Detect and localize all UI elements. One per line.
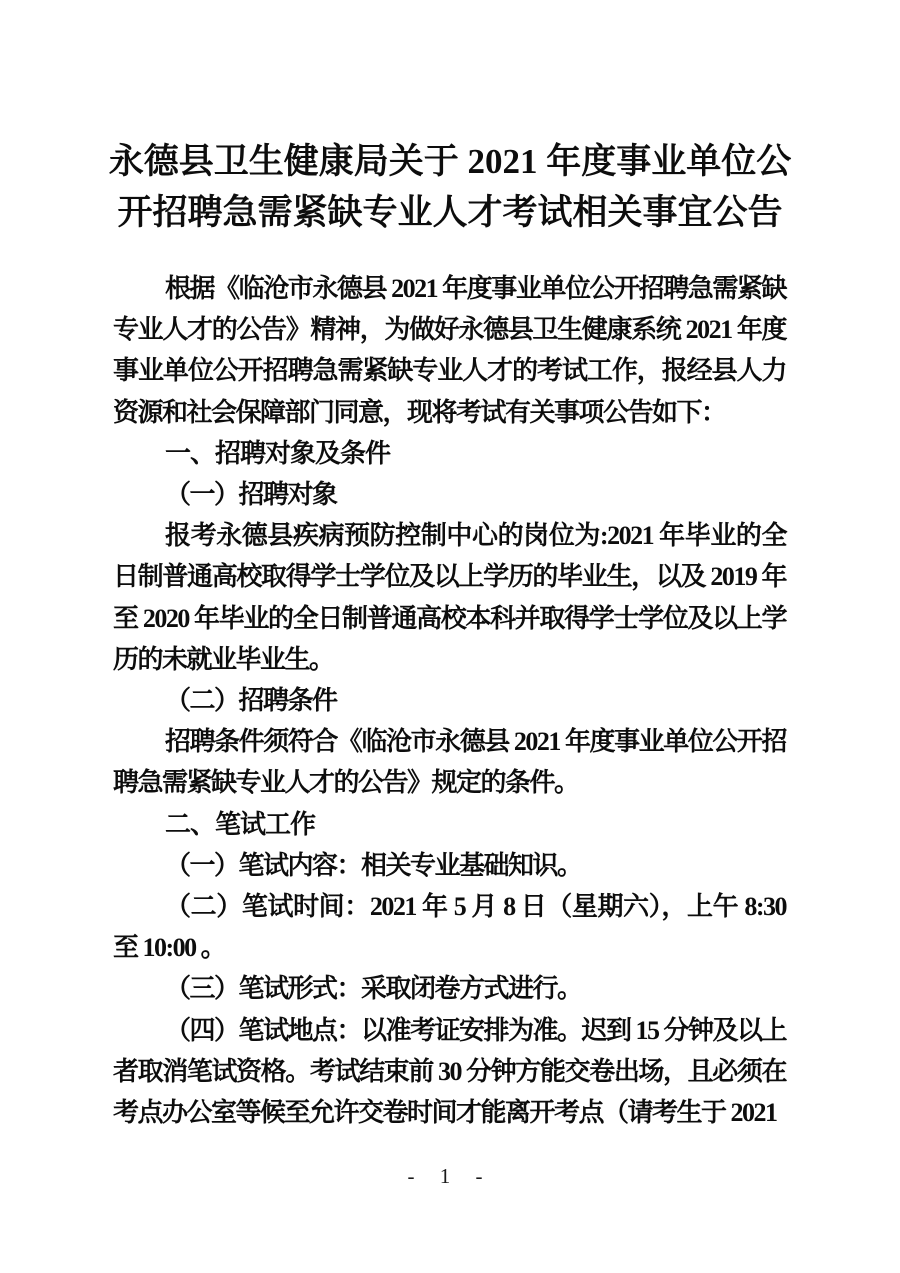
heading-recruit-target: （一）招聘对象 bbox=[165, 480, 337, 510]
title-line-1: 永德县卫生健康局关于 2021 年度事业单位公 bbox=[108, 142, 792, 181]
document-body bbox=[0, 238, 900, 1133]
paragraph-recruit-condition: 招聘条件须符合《临沧市永德县 2021 年度事业单位公开招聘急需紧缺专业人才的公告》规定的条件。 bbox=[113, 727, 786, 798]
page-number: - 1 - bbox=[407, 1164, 493, 1188]
page-title bbox=[0, 0, 900, 238]
paragraph-exam-location: （四）笔试地点：以准考证安排为准。迟到 15 分钟及以上者取消笔试资格。考试结束前 30 分钟方能交卷出场，且必须在考点办公室等候至允许交卷时间才能离开考点（请考生于 2021 bbox=[113, 1015, 787, 1128]
heading-recruit-condition: （二）招聘条件 bbox=[165, 686, 337, 716]
paragraph-exam-content: （一）笔试内容：相关专业基础知识。 bbox=[165, 850, 582, 880]
paragraph-intro: 根据《临沧市永德县 2021 年度事业单位公开招聘急需紧缺专业人才的公告》精神，为做好永德县卫生健康系统 2021 年度事业单位公开招聘急需紧缺专业人才的考试工作，报经县人力资源和社会保障部门同意，现将考试有关事项公告如下： bbox=[113, 274, 786, 427]
heading-section-1: 一、招聘对象及条件 bbox=[165, 437, 391, 468]
heading-section-2: 二、笔试工作 bbox=[165, 808, 316, 839]
paragraph-recruit-target: 报考永德县疾病预防控制中心的岗位为:2021 年毕业的全日制普通高校取得学士学位及以上学历的毕业生，以及 2019 年至 2020 年毕业的全日制普通高校本科并取得学士学位及以上学历的未就业毕业生。 bbox=[113, 521, 786, 674]
title-line-2: 开招聘急需紧缺专业人才考试相关事宜公告 bbox=[117, 193, 783, 232]
paragraph-exam-form: （三）笔试形式：采取闭卷方式进行。 bbox=[165, 974, 582, 1004]
paragraph-exam-time: （二）笔试时间：2021 年 5 月 8 日（星期六），上午 8:30 至 10:00 。 bbox=[113, 892, 786, 963]
